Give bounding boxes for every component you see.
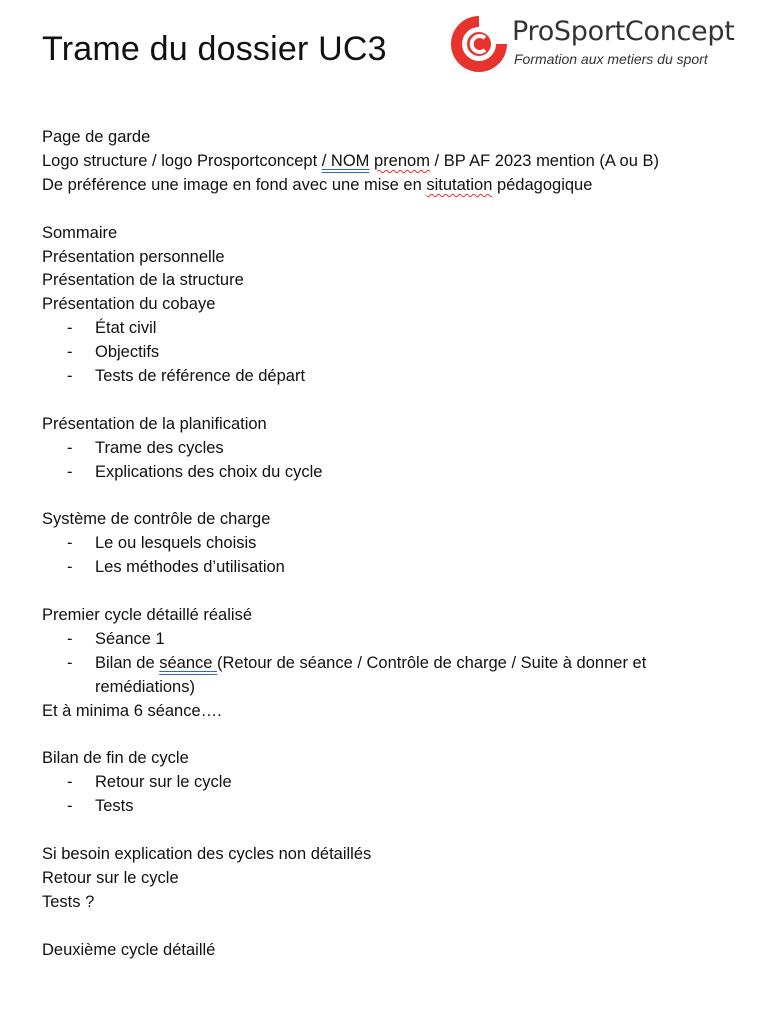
spacer <box>42 819 742 843</box>
heading-bilan-fin-cycle: Bilan de fin de cycle <box>42 749 189 768</box>
page-garde-line-logo <box>42 150 742 174</box>
premier-cycle-minimum: Et à minima 6 séance…. <box>42 701 222 720</box>
spacer <box>42 580 742 604</box>
heading-cycles-non-detailles: Si besoin explication des cycles non détaillés <box>42 845 372 864</box>
heading-page-garde: Page de garde <box>42 128 151 146</box>
heading-deuxieme-cycle: Deuxième cycle détaillé <box>42 940 216 959</box>
spelling-flag: situtation <box>426 175 493 194</box>
brand-tagline: Formation aux metiers du sport <box>514 51 708 67</box>
list-item: - Séance 1 <box>67 629 165 648</box>
grammar-flag: / NOM <box>321 151 370 170</box>
document-body <box>42 126 742 963</box>
page-garde-line-image <box>42 174 742 198</box>
heading-presentation-personnelle: Présentation personnelle <box>42 247 225 266</box>
text-retour-cycle: Retour sur le cycle <box>42 869 179 887</box>
heading-presentation-cobaye: Présentation du cobaye <box>42 295 216 314</box>
list-item: - Objectifs <box>67 343 160 362</box>
prosportconcept-logo-icon <box>448 14 510 74</box>
text: Logo structure / logo Prosportconcept <box>42 151 322 170</box>
list-item: - État civil <box>67 319 157 338</box>
text: De préférence une image en fond avec une mise en <box>42 175 427 194</box>
list-item: - Le ou lesquels choisis <box>67 534 257 553</box>
spacer <box>42 724 742 748</box>
brand-name: ProSportConcept <box>512 16 735 47</box>
list-item: - Retour sur le cycle <box>67 773 232 792</box>
list-item: - Explications des choix du cycle <box>67 462 323 481</box>
spacer <box>42 389 742 413</box>
brand-logo <box>448 14 768 76</box>
heading-controle-charge: Système de contrôle de charge <box>42 510 271 529</box>
document-title: Trame du dossier UC3 <box>42 30 387 68</box>
grammar-flag: séance <box>159 653 218 672</box>
list-item: - Trame des cycles <box>67 438 224 457</box>
spacer <box>42 485 742 509</box>
text: pédagogique <box>492 175 593 194</box>
list-item: - Les méthodes d’utilisation <box>67 558 285 577</box>
list-item: - Bilan de séance (Retour de séance / Contrôle de charge / Suite à donner et remédiations) <box>67 653 647 696</box>
list-item: - Tests de référence de départ <box>67 367 306 386</box>
heading-premier-cycle: Premier cycle détaillé réalisé <box>42 606 252 625</box>
spacer <box>42 915 742 939</box>
spelling-flag: prenom <box>374 151 430 170</box>
text: / BP AF 2023 mention (A ou B) <box>429 151 659 170</box>
heading-presentation-structure: Présentation de la structure <box>42 271 244 290</box>
heading-planification: Présentation de la planification <box>42 414 267 433</box>
heading-sommaire: Sommaire <box>42 223 118 242</box>
list-item: - Tests <box>67 797 134 816</box>
text-tests: Tests ? <box>42 892 95 911</box>
spacer <box>42 198 742 222</box>
